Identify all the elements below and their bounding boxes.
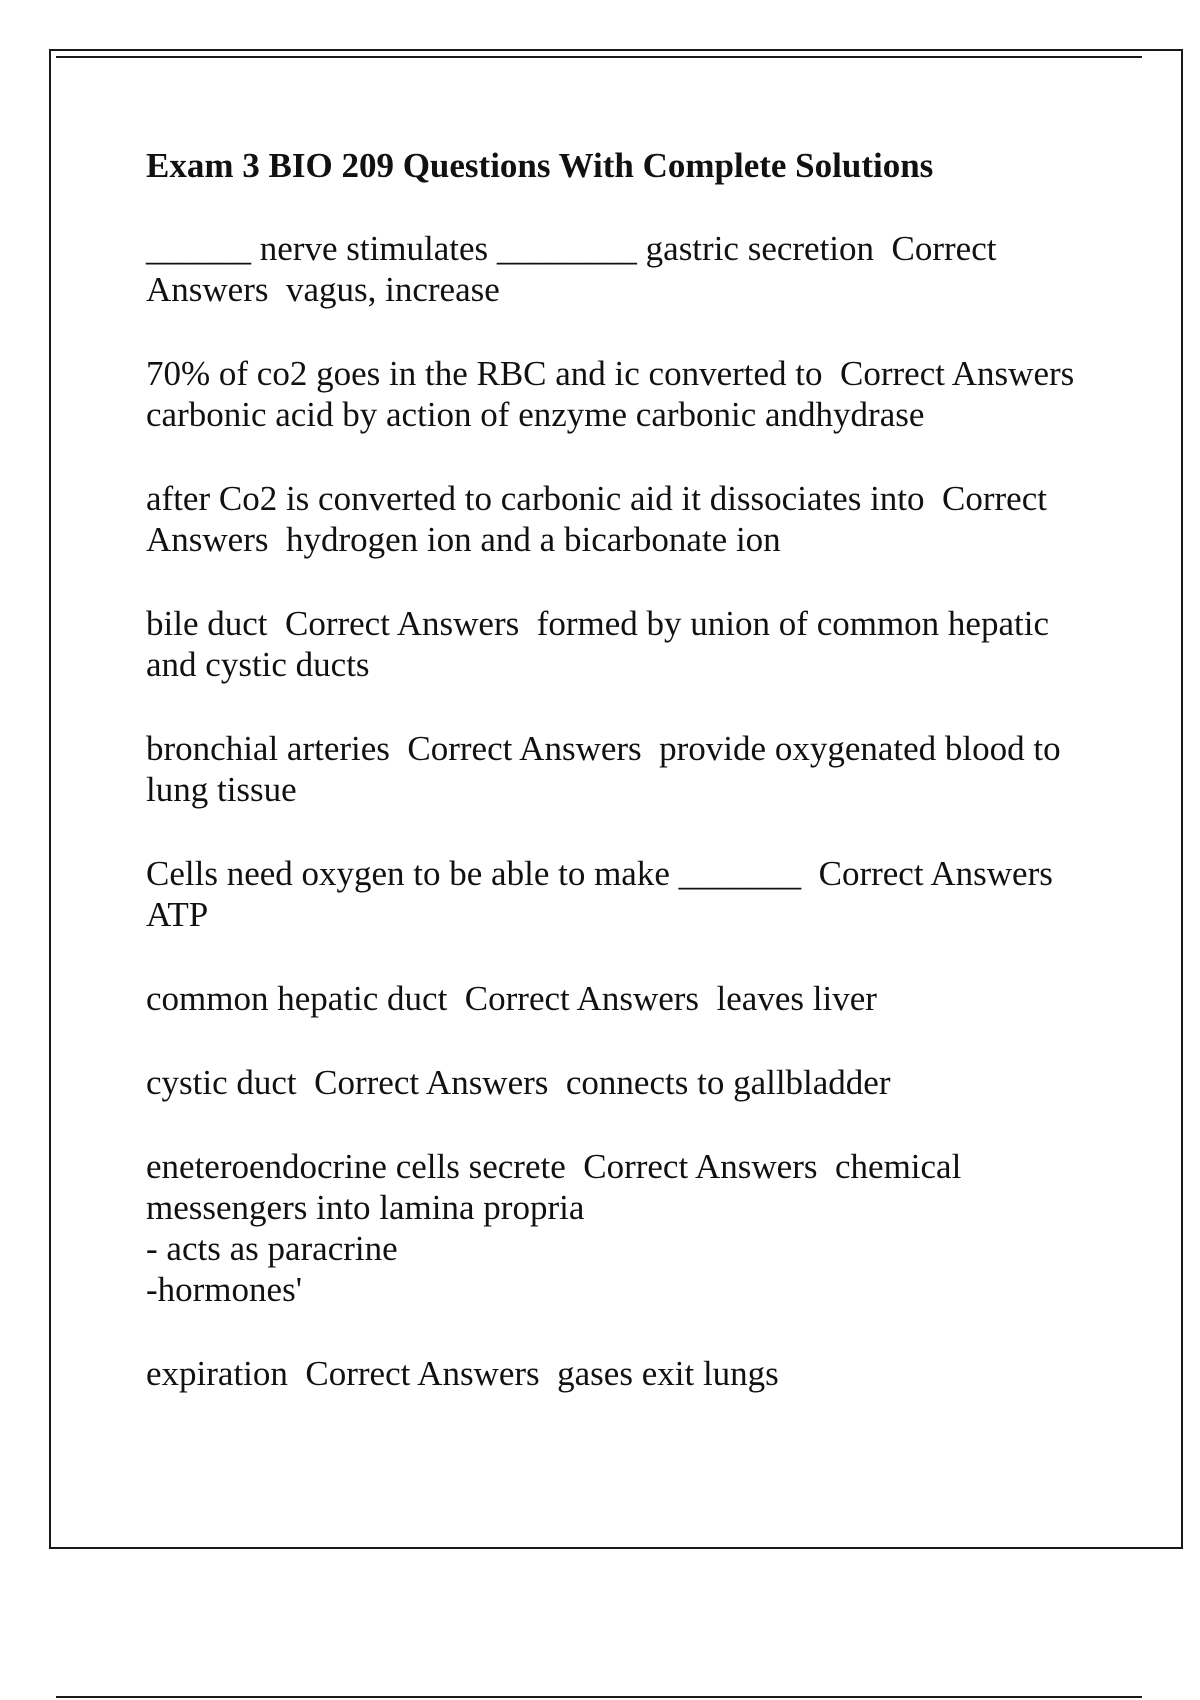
- bottom-rule: [56, 1696, 1142, 1698]
- document-body: [146, 146, 1096, 1437]
- qa-entry: bronchial arteries Correct Answers provide oxygenated blood to lung tissue: [146, 729, 1070, 809]
- qa-entry: bile duct Correct Answers formed by union of common hepatic and cystic ducts: [146, 604, 1058, 684]
- qa-entry: eneteroendocrine cells secrete Correct Answers chemical messengers into lamina propria - acts as paracrine -hormones': [146, 1147, 962, 1309]
- qa-entry: after Co2 is converted to carbonic aid it dissociates into Correct Answers hydrogen ion and a bicarbonate ion: [146, 479, 1054, 559]
- qa-entry: common hepatic duct Correct Answers leaves liver: [146, 979, 877, 1018]
- top-rule: [56, 56, 1142, 58]
- document-title: Exam 3 BIO 209 Questions With Complete Solutions: [146, 146, 934, 185]
- qa-entry: expiration Correct Answers gases exit lungs: [146, 1354, 779, 1393]
- qa-entry: cystic duct Correct Answers connects to gallbladder: [146, 1063, 891, 1102]
- qa-entry: ______ nerve stimulates ________ gastric secretion Correct Answers vagus, increase: [146, 229, 1004, 309]
- qa-entry: 70% of co2 goes in the RBC and ic converted to Correct Answers carbonic acid by action of enzyme carbonic andhydrase: [146, 354, 1092, 434]
- qa-entry: Cells need oxygen to be able to make _______ Correct Answers ATP: [146, 854, 1069, 934]
